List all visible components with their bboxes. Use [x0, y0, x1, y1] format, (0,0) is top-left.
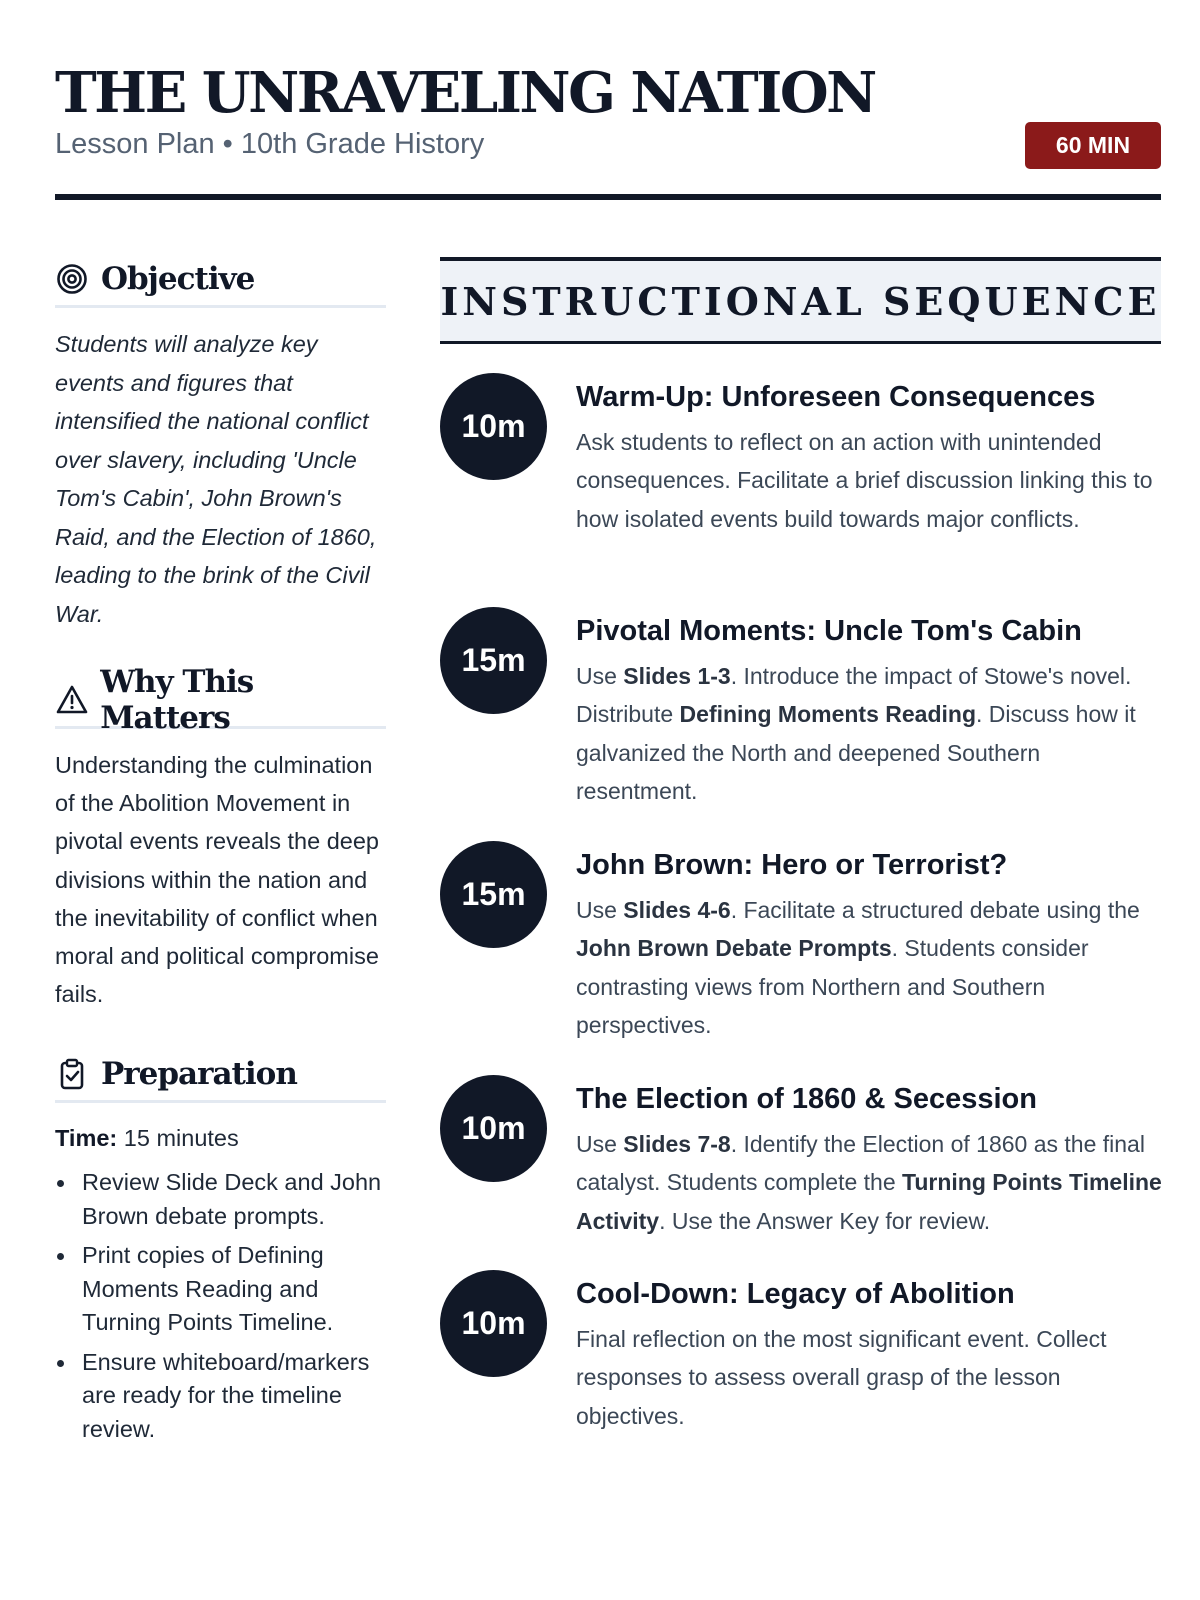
warning-triangle-icon: [55, 683, 88, 717]
step-title: Cool-Down: Legacy of Abolition: [576, 1278, 1015, 1310]
step-body-text: . Discuss how it galvanized the North and deepened Southern resentment.: [576, 701, 1136, 804]
step-duration: 10m: [440, 373, 547, 480]
step-body: [576, 891, 1166, 1044]
step-body-text: . Identify the Election of 1860 as the final catalyst. Students complete the: [576, 1131, 1145, 1196]
prep-time: [55, 1125, 386, 1152]
step-body-emphasis: Defining Moments Reading: [679, 701, 976, 728]
step-duration: 15m: [440, 841, 547, 948]
prep-time-label: Time:: [55, 1125, 118, 1152]
step-body: [576, 1125, 1166, 1240]
step-title: Warm-Up: Unforeseen Consequences: [576, 381, 1096, 413]
page-subtitle: Lesson Plan • 10th Grade History: [55, 128, 485, 160]
step-body-emphasis: Turning Points Timeline Activity: [576, 1169, 1162, 1234]
list-item: Ensure whiteboard/markers are ready for the timeline review.: [55, 1346, 386, 1447]
step-body: [576, 423, 1166, 538]
step-body: [576, 1320, 1166, 1435]
step-body-text: . Use the Answer Key for review.: [659, 1207, 991, 1234]
step-body-text: . Students consider contrasting views from Northern and Southern perspectives.: [576, 935, 1089, 1038]
list-item: Review Slide Deck and John Brown debate prompts.: [55, 1166, 386, 1233]
why-label: Why This Matters: [100, 664, 254, 736]
preparation-label: Preparation: [101, 1056, 297, 1093]
header-divider: [55, 194, 1161, 200]
step-duration: 10m: [440, 1075, 547, 1182]
step-body-emphasis: Slides 7-8: [623, 1131, 731, 1157]
prep-list: [55, 1166, 386, 1446]
instructional-sequence: [440, 257, 1162, 1429]
why-heading: [55, 664, 386, 736]
step-body-emphasis: Slides 1-3: [623, 663, 731, 689]
objective-heading: [55, 258, 386, 308]
clipboard-check-icon: [55, 1057, 89, 1091]
sidebar: [55, 258, 386, 1452]
step-body-emphasis: John Brown Debate Prompts: [576, 935, 892, 962]
objective-text: Students will analyze key events and figures that intensified the national conflict over slavery, including 'Uncle Tom's Cabin', John Brown's Raid, and the Election of 1860, leading to the brink of the Civil War.: [55, 331, 377, 627]
page-title: THE UNRAVELING NATION: [55, 60, 875, 126]
step-body-text: Use: [576, 663, 624, 689]
step-body-text: . Introduce the impact of Stowe's novel. Distribute: [576, 663, 1132, 728]
objective-label: Objective: [101, 261, 255, 297]
why-text: Understanding the culmination of the Abolition Movement in pivotal events reveals the deep divisions within the nation and the inevitability of conflict when moral and political compromise fails.: [55, 752, 379, 1008]
step-title: The Election of 1860 & Secession: [576, 1083, 1037, 1115]
step-body-text: . Facilitate a structured debate using the: [730, 897, 1140, 923]
step-body-text: Ask students to reflect on an action with unintended consequences. Facilitate a brief discussion linking this to how isolated events build towards major conflicts.: [576, 429, 1153, 532]
step-body-emphasis: Slides 4-6: [623, 897, 731, 923]
sequence-heading: INSTRUCTIONAL SEQUENCE: [440, 257, 1161, 344]
step-duration: 10m: [440, 1270, 547, 1377]
step-title: Pivotal Moments: Uncle Tom's Cabin: [576, 615, 1082, 647]
step-body-text: Use: [576, 1131, 624, 1157]
list-item: Print copies of Defining Moments Reading and Turning Points Timeline.: [55, 1239, 386, 1340]
step-title: John Brown: Hero or Terrorist?: [576, 849, 1008, 881]
duration-badge: 60 MIN: [1025, 122, 1161, 169]
step-body-text: Final reflection on the most significant event. Collect responses to assess overall grasp of the lesson objectives.: [576, 1326, 1107, 1429]
lesson-header: [55, 58, 1161, 162]
preparation-heading: [55, 1053, 386, 1103]
prep-time-value: 15 minutes: [123, 1125, 239, 1152]
step-duration: 15m: [440, 607, 547, 714]
target-icon: [55, 262, 89, 296]
step-body-text: Use: [576, 897, 624, 923]
step-body: [576, 657, 1166, 810]
